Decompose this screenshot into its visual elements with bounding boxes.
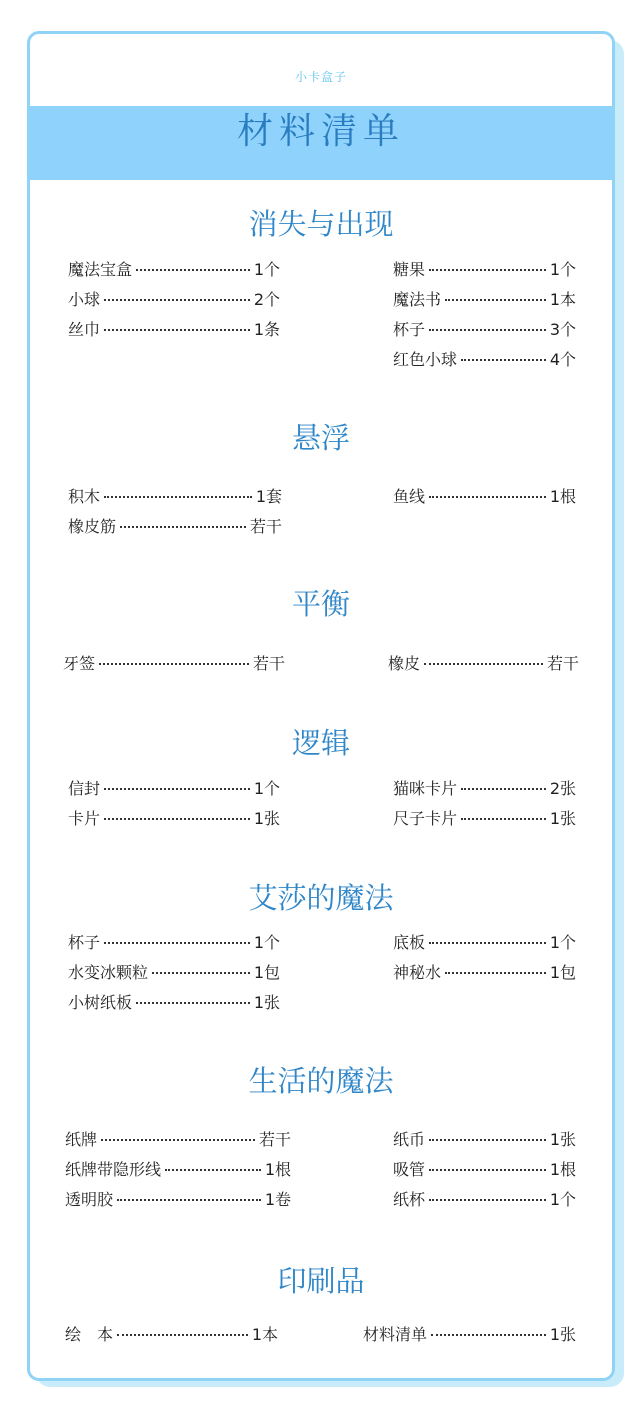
material-quantity: 1张 [549, 808, 576, 828]
material-quantity: 1套 [255, 486, 282, 506]
material-quantity: 1个 [253, 932, 280, 952]
material-quantity: 1张 [549, 1324, 576, 1344]
material-item [388, 651, 579, 673]
material-quantity: 1张 [549, 1129, 576, 1149]
materials-card [27, 31, 615, 1381]
material-name: 杯子 [68, 932, 101, 952]
dot-leader [117, 1334, 248, 1336]
dot-leader [429, 269, 546, 271]
dot-leader [429, 1139, 546, 1141]
material-item [393, 287, 576, 309]
dot-leader [136, 269, 250, 271]
material-quantity: 1个 [549, 1189, 576, 1209]
material-name: 魔法书 [393, 289, 442, 309]
material-quantity: 1包 [253, 962, 280, 982]
dot-leader [104, 329, 250, 331]
dot-leader [152, 972, 250, 974]
material-name: 神秘水 [393, 962, 442, 982]
material-item [393, 347, 576, 369]
dot-leader [461, 788, 546, 790]
material-name: 橡皮 [388, 653, 421, 673]
section-title: 消失与出现 [248, 207, 394, 241]
section-title: 逻辑 [291, 726, 350, 760]
dot-leader [117, 1199, 261, 1201]
dot-leader [429, 329, 546, 331]
dot-leader [104, 496, 252, 498]
material-quantity: 若干 [249, 516, 282, 536]
material-item [393, 930, 576, 952]
section-title: 生活的魔法 [248, 1064, 394, 1098]
material-name: 尺子卡片 [393, 808, 458, 828]
material-name: 小树纸板 [68, 992, 133, 1012]
material-quantity: 1卷 [264, 1189, 291, 1209]
dot-leader [445, 972, 546, 974]
material-quantity: 1个 [253, 259, 280, 279]
material-name: 纸牌带隐形线 [65, 1159, 162, 1179]
dot-leader [104, 818, 250, 820]
material-name: 纸币 [393, 1129, 426, 1149]
material-item [68, 806, 280, 828]
dot-leader [429, 942, 546, 944]
material-item [68, 930, 280, 952]
material-item [393, 257, 576, 279]
section-title: 悬浮 [291, 421, 350, 455]
material-item [393, 1187, 576, 1209]
material-quantity: 1个 [549, 932, 576, 952]
material-item [65, 1187, 291, 1209]
material-item [68, 257, 280, 279]
brand-label: 小卡盒子 [294, 70, 347, 84]
material-quantity: 1张 [253, 808, 280, 828]
material-name: 吸管 [393, 1159, 426, 1179]
material-name: 纸杯 [393, 1189, 426, 1209]
material-item [68, 287, 280, 309]
material-item [68, 317, 280, 339]
material-name: 纸牌 [65, 1129, 98, 1149]
material-name: 透明胶 [65, 1189, 114, 1209]
material-name: 底板 [393, 932, 426, 952]
material-name: 卡片 [68, 808, 101, 828]
material-name: 红色小球 [393, 349, 458, 369]
material-item [65, 1322, 278, 1344]
material-name: 糖果 [393, 259, 426, 279]
material-name: 积木 [68, 486, 101, 506]
material-item [68, 990, 280, 1012]
material-quantity: 1本 [251, 1324, 278, 1344]
material-item [393, 806, 576, 828]
dot-leader [445, 299, 546, 301]
title-banner [30, 106, 612, 180]
section-title: 平衡 [291, 587, 350, 621]
material-quantity: 1包 [549, 962, 576, 982]
material-item [363, 1322, 576, 1344]
material-name: 绘 本 [65, 1324, 114, 1344]
dot-leader [461, 359, 546, 361]
material-name: 鱼线 [393, 486, 426, 506]
material-quantity: 若干 [258, 1129, 291, 1149]
material-item [68, 776, 280, 798]
material-item [63, 651, 285, 673]
dot-leader [429, 496, 546, 498]
material-name: 水变冰颗粒 [68, 962, 149, 982]
dot-leader [431, 1334, 546, 1336]
dot-leader [165, 1169, 261, 1171]
material-item [393, 1157, 576, 1179]
material-item [393, 776, 576, 798]
material-item [68, 514, 282, 536]
material-quantity: 1张 [253, 992, 280, 1012]
material-name: 猫咪卡片 [393, 778, 458, 798]
dot-leader [424, 663, 543, 665]
dot-leader [136, 1002, 250, 1004]
material-item [68, 484, 282, 506]
material-name: 橡皮筋 [68, 516, 117, 536]
material-item [65, 1127, 291, 1149]
material-quantity: 3个 [549, 319, 576, 339]
material-quantity: 1根 [549, 1159, 576, 1179]
material-item [393, 1127, 576, 1149]
material-item [393, 484, 576, 506]
material-item [393, 960, 576, 982]
material-quantity: 2张 [549, 778, 576, 798]
material-quantity: 1条 [253, 319, 280, 339]
dot-leader [104, 299, 250, 301]
dot-leader [120, 526, 246, 528]
material-item [393, 317, 576, 339]
dot-leader [104, 788, 250, 790]
material-name: 丝巾 [68, 319, 101, 339]
dot-leader [101, 1139, 255, 1141]
material-item [68, 960, 280, 982]
dot-leader [104, 942, 250, 944]
material-name: 杯子 [393, 319, 426, 339]
material-item [65, 1157, 291, 1179]
material-quantity: 1根 [549, 486, 576, 506]
dot-leader [429, 1199, 546, 1201]
material-quantity: 若干 [252, 653, 285, 673]
dot-leader [461, 818, 546, 820]
material-quantity: 1个 [549, 259, 576, 279]
material-quantity: 1个 [253, 778, 280, 798]
material-name: 信封 [68, 778, 101, 798]
section-title: 艾莎的魔法 [248, 881, 394, 915]
page-title: 材料清单 [236, 111, 405, 152]
dot-leader [99, 663, 249, 665]
section-title: 印刷品 [277, 1264, 365, 1298]
material-name: 材料清单 [363, 1324, 428, 1344]
material-quantity: 2个 [253, 289, 280, 309]
material-quantity: 4个 [549, 349, 576, 369]
material-name: 牙签 [63, 653, 96, 673]
material-name: 小球 [68, 289, 101, 309]
material-name: 魔法宝盒 [68, 259, 133, 279]
material-quantity: 1根 [264, 1159, 291, 1179]
dot-leader [429, 1169, 546, 1171]
material-quantity: 1本 [549, 289, 576, 309]
material-quantity: 若干 [546, 653, 579, 673]
